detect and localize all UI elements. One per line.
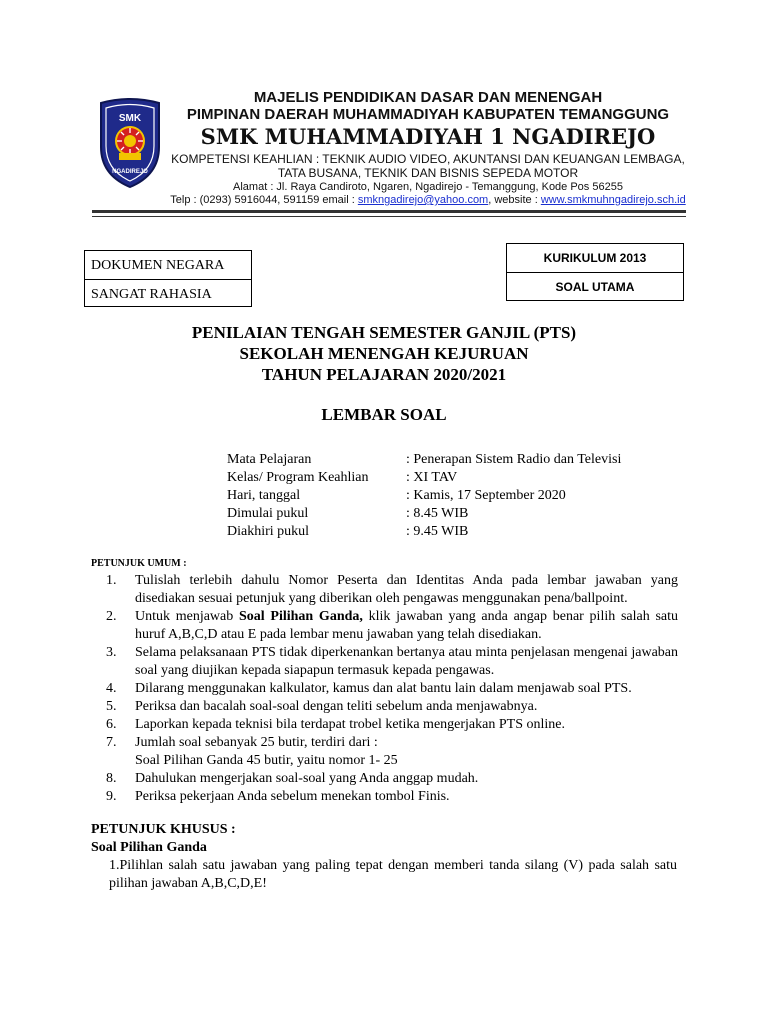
info-row	[227, 487, 687, 505]
contact-prefix: Telp : (0293) 5916044, 591159 email :	[170, 194, 355, 206]
curriculum-box	[506, 243, 684, 301]
list-item: 4. Dilarang menggunakan kalkulator, kamus dan alat bantu lain dalam menjawab soal PTS.	[106, 681, 632, 696]
doc-box-line-1: DOKUMEN NEGARA	[91, 258, 225, 273]
info-row	[227, 469, 687, 487]
curriculum-line-1: KURIKULUM 2013	[543, 251, 647, 265]
info-value: : Kamis, 17 September 2020	[406, 488, 566, 503]
email-link[interactable]: smkngadirejo@yahoo.com	[357, 194, 489, 206]
letterhead-line-2: PIMPINAN DAERAH MUHAMMADIYAH KABUPATEN TEMANGGUNG	[186, 106, 670, 123]
info-value: : XI TAV	[406, 470, 458, 485]
school-name: SMK MUHAMMADIYAH 1 NGADIREJO	[200, 124, 656, 149]
logo-bottom-text: NGADIREJO	[112, 169, 148, 175]
info-value: : 8.45 WIB	[406, 506, 469, 521]
logo-top-text: SMK	[118, 113, 142, 124]
document-classification-box	[84, 250, 252, 307]
info-value: : Penerapan Sistem Radio dan Televisi	[406, 452, 622, 467]
letterhead-competencies: KOMPETENSI KEAHLIAN : TEKNIK AUDIO VIDEO, AKUNTANSI DAN KEUANGAN LEMBAGA,	[171, 152, 685, 166]
list-item: 1. Tulislah terlebih dahulu Nomor Peserta dan Identitas Anda pada lembar jawaban yang disediakan sesuai petunjuk yang diberikan oleh pengawas menggunakan pena/ballpoint.	[106, 573, 678, 606]
info-key: Dimulai pukul	[227, 506, 309, 521]
letterhead-rule-thick	[92, 210, 686, 213]
info-key: Diakhiri pukul	[227, 524, 310, 539]
doc-box-line-2: SANGAT RAHASIA	[85, 279, 251, 308]
info-key: Hari, tanggal	[227, 488, 301, 503]
title-line-1: PENILAIAN TENGAH SEMESTER GANJIL (PTS)	[191, 323, 577, 342]
list-item: 7. Jumlah soal sebanyak 25 butir, terdiri dari : Soal Pilihan Ganda 45 butir, yaitu nomor 1- 25	[106, 735, 398, 768]
info-value: : 9.45 WIB	[406, 524, 469, 539]
list-item: 2. Untuk menjawab Soal Pilihan Ganda, klik jawaban yang anda angap benar pilih salah satu huruf A,B,C,D atau E pada lembar menu jawaban yang telah disediakan.	[106, 609, 679, 642]
website-prefix: , website :	[488, 194, 538, 206]
special-instructions-heading: PETUNJUK KHUSUS :	[91, 822, 236, 837]
website-link[interactable]: www.smkmuhngadirejo.sch.id	[540, 194, 686, 206]
general-instructions-heading: PETUNJUK UMUM :	[91, 558, 187, 569]
school-logo-icon	[97, 97, 163, 189]
sheet-title: LEMBAR SOAL	[321, 405, 447, 424]
letterhead-contact	[170, 193, 686, 207]
info-row	[227, 505, 687, 523]
letterhead-competencies-cont: TATA BUSANA, TEKNIK DAN BISNIS SEPEDA MOTOR	[277, 166, 579, 180]
curriculum-line-2: SOAL UTAMA	[507, 272, 683, 301]
info-key: Mata Pelajaran	[227, 452, 312, 467]
info-row	[227, 451, 687, 469]
list-item: 9. Periksa pekerjaan Anda sebelum menekan tombol Finis.	[106, 789, 450, 804]
list-item: 8. Dahulukan mengerjakan soal-soal yang Anda anggap mudah.	[106, 771, 479, 786]
special-instruction-item: 1.Pilihlan salah satu jawaban yang paling tepat dengan memberi tanda silang (V) pada salah satu pilihan jawaban A,B,C,D,E!	[109, 858, 677, 891]
list-item: 6. Laporkan kepada teknisi bila terdapat trobel ketika mengerjakan PTS online.	[106, 717, 565, 732]
letterhead-address: Alamat : Jl. Raya Candiroto, Ngaren, Ngadirejo - Temanggung, Kode Pos 56255	[233, 181, 623, 193]
letterhead-line-1: MAJELIS PENDIDIKAN DASAR DAN MENENGAH	[253, 89, 603, 106]
info-row	[227, 523, 687, 541]
info-key: Kelas/ Program Keahlian	[227, 470, 369, 485]
letterhead-rule-thin	[92, 216, 686, 217]
list-item: 3. Selama pelaksanaan PTS tidak diperkenankan bertanya atau minta penjelasan mengenai jawaban soal yang diujikan kepada siapapun termasuk kepada pengawas.	[106, 645, 678, 678]
exam-info-table	[227, 451, 687, 541]
list-item: 5. Periksa dan bacalah soal-soal dengan teliti sebelum anda menjawabnya.	[106, 699, 538, 714]
title-line-3: TAHUN PELAJARAN 2020/2021	[261, 365, 507, 384]
general-instructions-list	[106, 572, 678, 806]
special-subheading: Soal Pilihan Ganda	[91, 840, 207, 855]
title-line-2: SEKOLAH MENENGAH KEJURUAN	[239, 344, 529, 363]
